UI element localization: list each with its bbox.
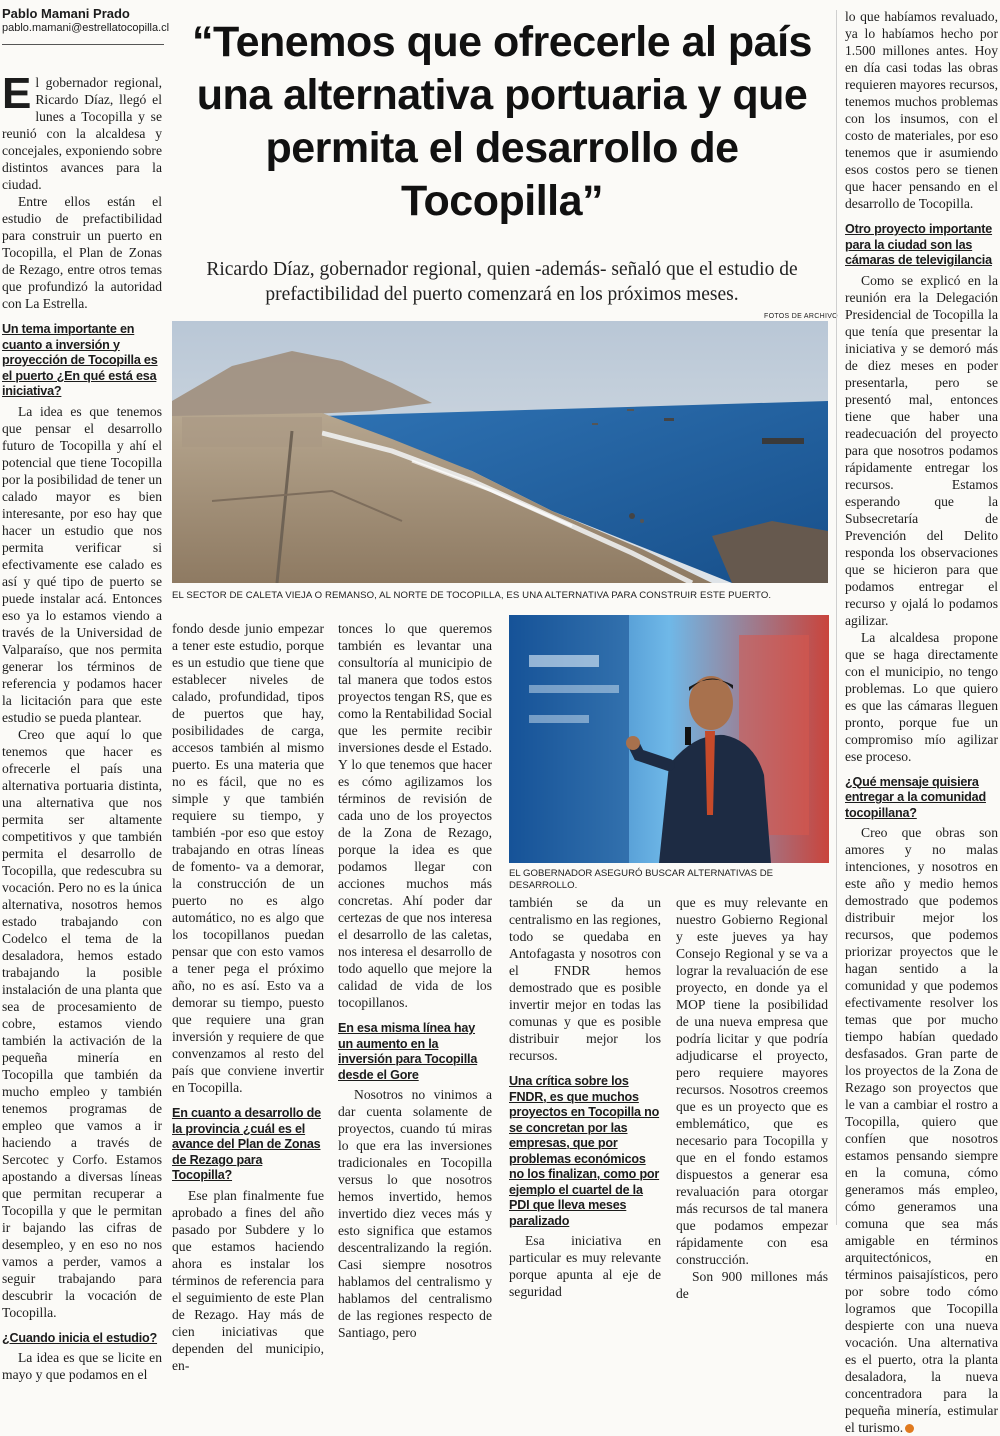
coastline-illustration: [172, 321, 828, 583]
interview-question: Una crítica sobre los FNDR, es que muchos proyectos en Tocopilla no se concretan por las empresas, que por problemas económicos no los finalizan, como por ejemplo el cuartel de la PDI que lleva meses paralizado: [509, 1074, 660, 1228]
article-column-5: [676, 894, 828, 1302]
interview-question: En cuanto a desarrollo de la provincia ¿cuál es el avance del Plan de Zonas de Rezago para Tocopilla?: [172, 1106, 321, 1182]
paragraph: fondo desde junio empezar a tener este estudio, porque es un estudio que tiene que establecer niveles de calado, profundidad, tipos de puertos que hay, posibilidades de carga, accesos también al mismo puerto. Es una materia que no es fácil, que no es simple y que también requiere su tiempo, y también -por eso que estoy trabajando en otras líneas de fomento- va a demorar, la construcción de un puerto no es algo automático, no es algo que los tocopillanos puedan pensar que con esto vamos a tener pega el próximo año, no es así. Esto va a demorar su tiempo, puesto que requiere una gran inversión y requiere de que convenzamos al resto del país que conviene invertir en Tocopilla.: [172, 621, 324, 1095]
paragraph: La alcaldesa propone que se haga directamente con el municipio, no tengo problemas. Lo que quiero es que las cámaras lleguen pronto, porque fue un compromiso mío agilizar ese proceso.: [845, 629, 998, 764]
interview-question: ¿Cuando inicia el estudio?: [2, 1330, 158, 1345]
photo-credit: FOTOS DE ARCHIVO: [764, 313, 838, 320]
end-of-article-icon: [905, 1424, 914, 1433]
column-divider: [836, 10, 837, 1225]
interview-question: Un tema importante en cuanto a inversión y proyección de Tocopilla es el puerto ¿En qué está esa iniciativa?: [2, 322, 158, 398]
author-name: Pablo Mamani Prado: [2, 6, 130, 21]
photo-caption: EL GOBERNADOR ASEGURÓ BUSCAR ALTERNATIVAS DE DESARROLLO.: [509, 868, 774, 891]
photo-caption: EL SECTOR DE CALETA VIEJA O REMANSO, AL NORTE DE TOCOPILLA, ES UNA ALTERNATIVA PARA CONSTRUIR ESTE PUERTO.: [172, 590, 772, 601]
interview-question: ¿Qué mensaje quisiera entregar a la comunidad tocopillana?: [845, 774, 986, 820]
headline: “Tenemos que ofrecerle al país una alternativa portuaria y que permita el desarrollo de Tocopilla”: [192, 18, 812, 225]
paragraph: Esa iniciativa en particular es muy relevante porque apunta al eje de seguridad: [509, 1233, 661, 1299]
paragraph: tonces lo que queremos también es levantar una consultoría al municipio de tal manera que todos estos proyectos tengan RS, que es como la Rentabilidad Social que les permite recibir inversiones desde el Estado. Y lo que tenemos que hacer es cómo agilizamos los términos de revisión de cada uno de los proyectos de la Zona de Rezago, porque la idea es que podamos llegar con acciones muchos más concretas. Ahí poder dar certezas de que nos interesa el desarrollo de las caletas, nos interesa el desarrollo de todo aquello que mejore la calidad de vida de los tocopillanos.: [338, 621, 492, 1010]
governor-illustration: [509, 615, 829, 863]
article-column-2: [172, 620, 324, 1374]
paragraph: La idea es que se licite en mayo y que podamos en el: [2, 1350, 162, 1382]
article-column-3: [338, 620, 492, 1341]
paragraph: Son 900 millones más de: [676, 1269, 828, 1301]
paragraph: Entre ellos están el estudio de prefactibilidad para construir un puerto en Tocopilla, el Plan de Zonas de Rezago, entre otros temas que profundizó la autoridad con La Estrella.: [2, 194, 162, 311]
byline-divider: [2, 44, 164, 45]
paragraph: que es muy relevante en nuestro Gobierno Regional y este jueves ya hay Consejo Regional y se va a lograr la revaluación de ese proyecto, en donde ya el MOP tiene la posibilidad de una nueva empresa que podría licitar y que podría adjudicarse el proyecto, pero requiere mayores recursos. Nosotros creemos que es un proyecto que es emblemático, que es necesario para Tocopilla y que en el fondo estamos dispuestos a generar esa revaluación para otorgar más recursos de tal manera que podamos empezar rápidamente con esa construcción.: [676, 895, 828, 1267]
subheadline: Ricardo Díaz, gobernador regional, quien -además- señaló que el estudio de prefactibilidad del puerto comenzará en los próximos meses.: [206, 259, 798, 305]
paragraph: La idea es que tenemos que pensar el desarrollo futuro de Tocopilla y ahí el potencial que tiene Tocopilla por la posibilidad de tener un calado mayor es bien interesante, por eso hay que hacer un estudio que nos permita verificar si efectivamente ese calado es así y qué tipo de puerto se puede instalar acá. Entonces eso ya lo estamos viendo a través de la Universidad de Valparaíso, que nos permita generar los términos de referencia y podamos hacer la licitación para que este estudio se pueda plantear.: [2, 403, 162, 725]
author-byline: [2, 6, 170, 35]
lead-paragraph: El gobernador regional, Ricardo Díaz, llegó el lunes a Tocopilla y se reunió con la alcaldesa y concejales, exponiendo sobre distintos avances para la ciudad.: [2, 69, 162, 192]
coastline-aerial-photo: [172, 321, 828, 583]
article-column-4: [509, 894, 661, 1300]
paragraph: también se da un centralismo en las regiones, todo se quedaba en Antofagasta y nosotros con el FNDR hemos demostrado que es posible invertir mejor en todas las comunas y que es posible distribuir mejor los recursos.: [509, 895, 661, 1063]
interview-question: Otro proyecto importante para la ciudad son las cámaras de televigilancia: [845, 222, 993, 267]
drop-cap: E: [2, 69, 32, 118]
paragraph: Creo que aquí lo que tenemos que hacer es ofrecerle el país una alternativa portuaria distinta, una alternativa que nos permita ser altamente competitivos y que también permita el desarrollo de Tocopilla, que redescubra su vocación. Pero no es la única alternativa, nosotros hemos estado trabajando con Codelco el tema de la desaladora, hemos estado trabajando la posible instalación de una planta que sea de procesamiento de cobre, estamos viendo también la activación de la pequeña minería en Tocopilla que también da mucho empleo y también tenemos programas de empleo que vamos a ir haciendo a través de Sercotec y Corfo. Estamos apostando a diversas líneas que permitan recuperar a Tocopilla y que le permitan ir bajando las cifras de desempleo, y en eso no nos vamos a perder, vamos a seguir trabajando para descubrir la vocación de Tocopilla.: [2, 726, 162, 1320]
paragraph: Nosotros no vinimos a dar cuenta solamente de proyectos, cuando tú miras lo que era las inversiones tradicionales en Tocopilla versus lo que nosotros hemos invertido, hemos invertido diez veces más y esto significa que estamos descentralizando la región. Casi siempre nosotros hablamos del centralismo y hablamos del centralismo de las regiones respecto de Santiago, pero: [338, 1087, 492, 1340]
paragraph: Ese plan finalmente fue aprobado a fines del año pasado por Subdere y lo que estamos haciendo ahora es instalar los términos de referencia para el seguimiento de este Plan de Rezago. Hay más de cien iniciativas que dependen del municipio, en-: [172, 1187, 324, 1373]
paragraph: Creo que obras son amores y no malas intenciones, y nosotros en este año y medio hemos demostrado que podemos distribuir mejor los recursos, que podemos priorizar proyectos que le hagan sentido a la comunidad y que podemos efectivamente resolver los temas que por mucho tiempo habían quedado desfasados. Gran parte de los proyectos de la Zona de Rezago son proyectos que le van a cambiar el rostro a Tocopilla, quiero que confíen que nosotros estamos pensando siempre en la comuna, cómo generamos más empleo, cómo generamos una comuna que sea más amigable en términos arquitectónicos, en términos paisajísticos, pero por sobre todo cómo logramos que Tocopilla despierte con una nueva vocación. Una alternativa es el puerto, otra la planta desaladora, la nueva concentradora para la pequeña minería, estimular el turismo.: [845, 825, 998, 1435]
paragraph: Como se explicó en la reunión era la Delegación Presidencial de Tocopilla la que tenía que presentar la iniciativa y se demoró más de diez meses en poder presentarla, pero se presentó mal, entonces tiene que haber una readecuación del proyecto para que nosotros podamos rápidamente entregar los recursos. Estamos esperando que la Subsecretaría de Prevención del Delito responda los observaciones que se hicieron para que podamos entregar el recurso y ojalá lo podamos agilizar.: [845, 272, 998, 628]
interview-question: En esa misma línea hay un aumento en la inversión para Tocopilla desde el Gore: [338, 1021, 478, 1082]
article-column-6: [845, 8, 998, 1436]
paragraph: lo que habíamos revaluado, ya lo habíamos hecho por 1.500 millones antes. Hoy en día casi todas las obras requieren mayores recursos, tenemos muchos problemas con los insumos, con el costo de materiales, por eso tenemos que ir asumiendo esos costos pero se tienen que hacer pensando en el desarrollo de Tocopilla.: [845, 9, 998, 211]
author-email[interactable]: pablo.mamani@estrellatocopilla.cl: [2, 22, 170, 34]
article-column-1: [2, 69, 162, 1383]
governor-photo: [509, 615, 829, 863]
